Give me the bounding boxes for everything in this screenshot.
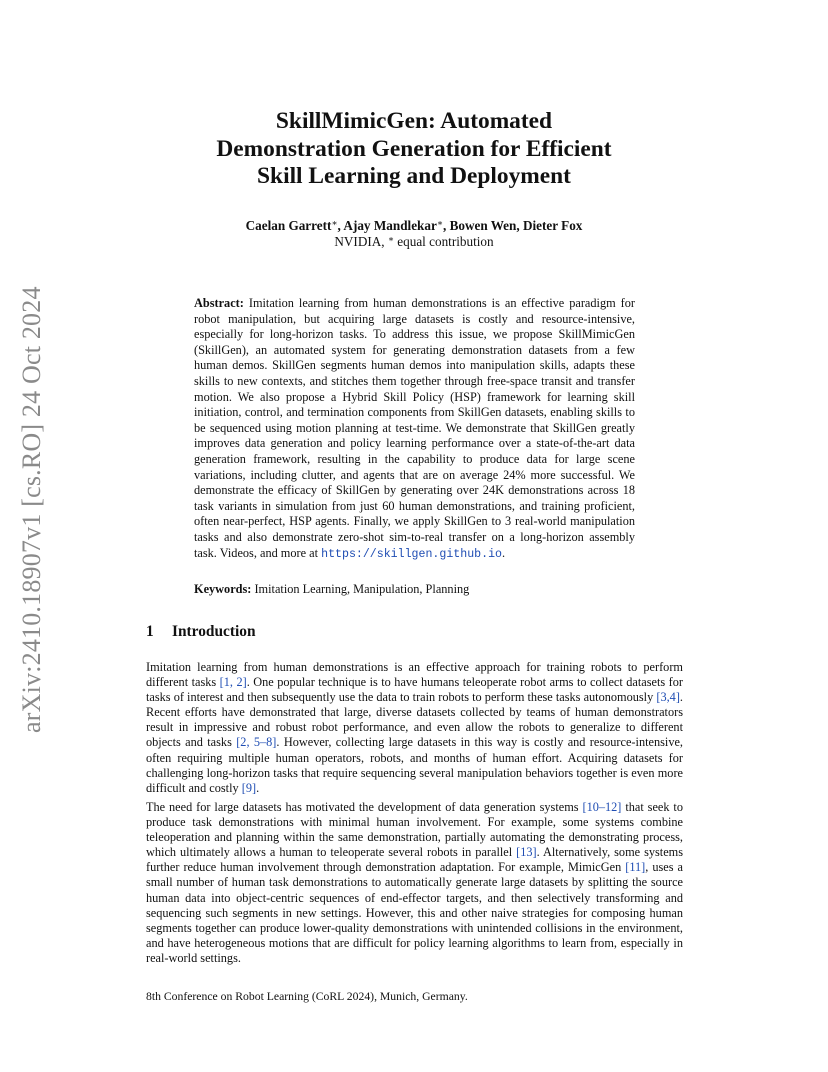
author-separator: , — [337, 218, 344, 233]
paragraph-text: . However, collecting large datasets in this way is costly and resource-intensive, often requiring multiple human operators, robots, and months of human effort. Acquiring datasets for challenging long-horizon tasks that require sequencing several manipulation behaviors together is even more difficult and costly — [146, 735, 683, 795]
section-heading-introduction — [146, 622, 256, 642]
citation-link[interactable]: [9] — [241, 780, 257, 795]
paragraph-text: . One popular technique is to have humans teleoperate robot arms to collect datasets for tasks of interest and then subsequently use the data to train robots to perform these tasks autonomously — [146, 675, 683, 705]
citation-link[interactable]: [1, 2] — [219, 675, 247, 690]
abstract-end: . — [502, 545, 506, 560]
equal-contribution-mark: ∗ — [387, 233, 394, 244]
arxiv-identifier-stamp: arXiv:2410.18907v1 [cs.RO] 24 Oct 2024 — [17, 286, 46, 734]
paragraph-text: . Recent efforts have demonstrated that large, diverse datasets collected by teams of human demonstrators result in impressive and robust robot performance, and even allow the robots to generalize to different objects and tasks — [146, 690, 683, 750]
citation-link[interactable]: [2, 5–8] — [236, 735, 277, 750]
section-number: 1 — [146, 623, 154, 640]
affiliation-name: NVIDIA, — [334, 234, 388, 249]
title-line-2: Demonstration Generation for Efficient — [216, 135, 612, 162]
abstract — [194, 296, 635, 562]
intro-paragraph-1 — [146, 660, 683, 796]
equal-contribution-note: equal contribution — [393, 234, 494, 249]
abstract-text: Imitation learning from human demonstrations is an effective paradigm for robot manipulation, but acquiring large datasets is costly and resource-intensive, especially for long-horizon tasks. To address this issue, we propose SkillMimicGen (SkillGen), an automated system for generating demonstration datasets from a few human demos. SkillGen segments human demos into manipulation skills, adapts these skills to new contexts, and stitches them together through free-space transit and transfer motion. We also propose a Hybrid Skill Policy (HSP) framework for learning skill initiation, control, and termination components from SkillGen datasets, enabling skills to be sequenced using motion planning at test-time. We demonstrate that SkillGen greatly improves data generation and policy learning performance over a state-of-the-art data generation framework, resulting in the capability to produce data for large scene variations, including clutter, and agents that are on average 24% more successful. We demonstrate the efficacy of SkillGen by generating over 24K demonstrations across 18 task variants in simulation from just 60 human demonstrations, and training proficient, often near-perfect, HSP agents. Finally, we apply SkillGen to 3 real-world manipulation tasks and also demonstrate zero-shot sim-to-real transfer on a long-horizon assembly task. Videos, and more at — [194, 296, 635, 560]
abstract-label: Abstract: — [194, 296, 244, 310]
section-title: Introduction — [172, 623, 256, 640]
keywords — [194, 582, 635, 598]
equal-contribution-mark: ∗ — [436, 217, 443, 228]
keywords-label: Keywords: — [194, 582, 252, 596]
citation-link[interactable]: [11] — [625, 860, 646, 875]
author-block — [160, 218, 668, 250]
equal-contribution-mark: ∗ — [331, 217, 338, 228]
author-names — [160, 218, 668, 234]
author-2: Ajay Mandlekar — [343, 218, 437, 233]
title-line-3: Skill Learning and Deployment — [257, 163, 571, 189]
keywords-text: Imitation Learning, Manipulation, Planning — [251, 582, 470, 596]
paragraph-text: . Alternatively, some systems further reduce human involvement through demonstration adaptation. For example, MimicGen — [146, 845, 684, 875]
paragraph-text: , uses a small number of human task demonstrations to automatically generate large datasets by splitting the source human data into object-centric sequences of end-effector targets, and then selectively transforming and sequencing such segments in new settings. However, this and other naive strategies for composing human segments together can produce lower-quality demonstrations with unintended collisions in the environment, and have heterogeneous motions that are difficult for policy learning algorithms to learn from, especially in real-world settings. — [146, 860, 684, 965]
affiliation — [160, 234, 668, 250]
paper-title — [160, 108, 668, 191]
other-authors: , Bowen Wen, Dieter Fox — [442, 218, 583, 233]
intro-paragraph-2 — [146, 800, 683, 966]
conference-footer: 8th Conference on Robot Learning (CoRL 2024), Munich, Germany. — [146, 990, 468, 1003]
citation-link[interactable]: [13] — [516, 845, 537, 860]
project-url-link[interactable]: https://skillgen.github.io — [321, 547, 503, 561]
citation-link[interactable]: [10–12] — [582, 800, 622, 814]
title-line-1: SkillMimicGen: Automated — [275, 108, 553, 134]
paragraph-text: that seek to produce task demonstrations with minimal human involvement. For example, some systems combine teleoperation and planning within the same demonstration, partially automating the demonstrating process, which ultimately allows a human to teleoperate several robots in parallel — [146, 800, 683, 860]
citation-link[interactable]: [3,4] — [656, 690, 680, 705]
paragraph-text: . — [256, 780, 260, 795]
paragraph-text: The need for large datasets has motivated the development of data generation systems — [146, 800, 583, 814]
paragraph-text: Imitation learning from human demonstrations is an effective approach for training robots to perform different tasks — [146, 660, 683, 690]
author-1: Caelan Garrett — [245, 218, 332, 233]
